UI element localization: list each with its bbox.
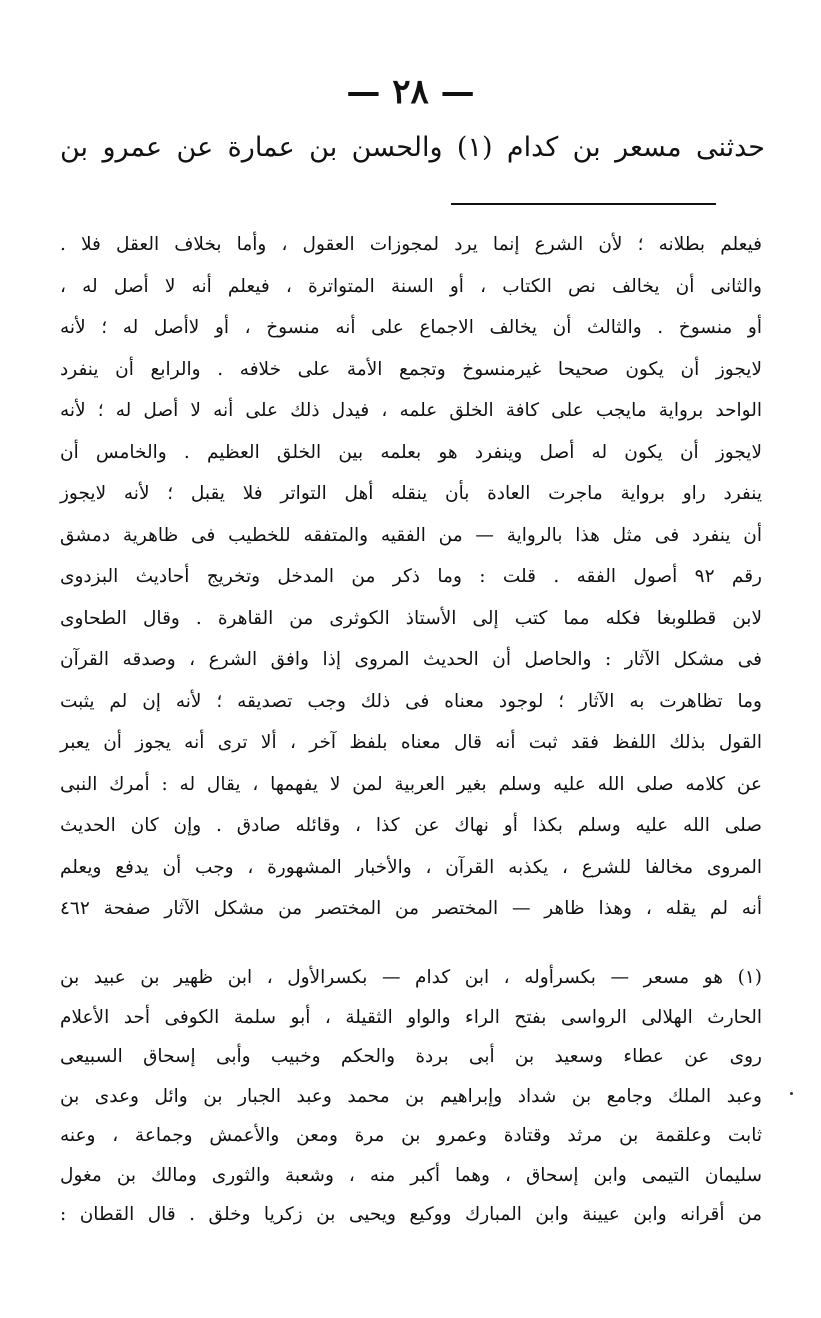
footnote-line: والثانى أن يخالف نص الكتاب ، أو السنة المتواترة ، فيعلم أنه لا أصل له ،: [60, 275, 762, 297]
footnote-line: لايجوز أن يكون له أصل وينفرد هو بعلمه بين الخلق العظيم . والخامس أن: [60, 441, 762, 463]
footnote-line: أنه لم يقله ، وهذا ظاهر — المختصر من المختصر من مشكل الآثار صفحة ٤٦٢: [60, 898, 762, 919]
footnote-1-line: روى عن عطاء وسعيد بن أبى بردة والحكم وخبيب وأبى إسحاق السبيعى: [60, 1046, 762, 1067]
footnote-1-line: سليمان التيمى وابن إسحاق ، وهما أكبر منه ، وشعبة والثورى ومالك بن مغول: [60, 1164, 762, 1186]
footnote-line: عن كلامه صلى الله عليه وسلم بغير العربية لمن لا يفهمها ، يقال له : أمرك النبى: [60, 773, 762, 795]
footnote-1-line: الحارث الهلالى الرواسى بفتح الراء والواو الثقيلة ، أبو سلمة الكوفى أحد الأعلام: [60, 1006, 762, 1028]
footnote-line: الواحد برواية مايجب على كافة الخلق علمه ، فيدل ذلك على أنه لا أصل له ؛ لأنه: [60, 400, 762, 421]
footnote-1-line: من أقرانه وابن عيينة وابن المبارك ووكيع ويحيى بن زكريا وخلق . قال القطان :: [60, 1204, 762, 1225]
footnote-line: لايجوز أن يكون صحيحا غيرمنسوخ وتجمع الأمة على خلافه . والرابع أن ينفرد: [60, 358, 762, 380]
footnote-line: رقم ٩٢ أصول الفقه . قلت : وما ذكر من المدخل وتخريج أحاديث البزدوى: [60, 566, 762, 587]
footnote-line: لابن قطلوبغا فكله مما كتب إلى الأستاذ الكوثرى من القاهرة . وقال الطحاوى: [60, 607, 762, 629]
margin-speck: [790, 1092, 793, 1095]
footnote-line: أن ينفرد فى مثل هذا بالرواية — من الفقيه والمتفقه للخطيب فى ظاهرية دمشق: [60, 524, 762, 546]
footnote-line: ينفرد راو برواية ماجرت العادة بأن ينقله أهل التواتر فلا يقبل ؛ لأنه لايجوز: [60, 483, 762, 504]
footnote-1-line: ثابت وعلقمة بن مرثد وقتادة وعمرو بن مرة ومعن والأعمش وجماعة ، وعنه: [60, 1125, 762, 1146]
footnote-line: المروى مخالفا للشرع ، يكذبه القرآن ، والأخبار المشهورة ، وجب أن يدفع ويعلم: [60, 856, 762, 878]
footnote-line: أو منسوخ . والثالث أن يخالف الاجماع على أنه منسوخ ، أو لاأصل له ؛ لأنه: [60, 317, 762, 338]
footnote-1-line: وعبد الملك وجامع بن شداد وإبراهيم بن محمد وعبد الجبار بن وائل وعدى بن: [60, 1085, 762, 1107]
footnote-line: فيعلم بطلانه ؛ لأن الشرع إنما يرد لمجوزات العقول ، وأما بخلاف العقل فلا .: [60, 234, 762, 255]
footnote-1-line: (١) هو مسعر — بكسرأوله ، ابن كدام — بكسرالأول ، ابن ظهير بن عبيد بن: [60, 967, 762, 988]
footnote-line: صلى الله عليه وسلم بكذا أو نهاك عن كذا ، وقائله صادق . وإن كان الحديث: [60, 815, 762, 836]
footnote-line: فى مشكل الآثار : والحاصل أن الحديث المروى إذا وافق الشرع ، وصدقه القرآن: [60, 649, 762, 670]
page-number: — ٢٨ —: [346, 72, 475, 112]
footnote-separator: [451, 203, 716, 205]
main-text-continuation: حدثنى مسعر بن كدام (١) والحسن بن عمارة عن عمرو بن: [60, 132, 765, 163]
footnote-line: وما تظاهرت به الآثار ؛ لوجود معناه فى ذلك وجب تصديقه ؛ لأنه إن لم يثبت: [60, 690, 762, 712]
footnote-continuation: [60, 224, 762, 930]
footnote-1: [60, 958, 762, 1235]
footnote-line: القول بذلك اللفظ فقد ثبت أنه قال معناه بلفظ آخر ، ألا ترى أنه يجوز أن يعبر: [60, 732, 762, 753]
